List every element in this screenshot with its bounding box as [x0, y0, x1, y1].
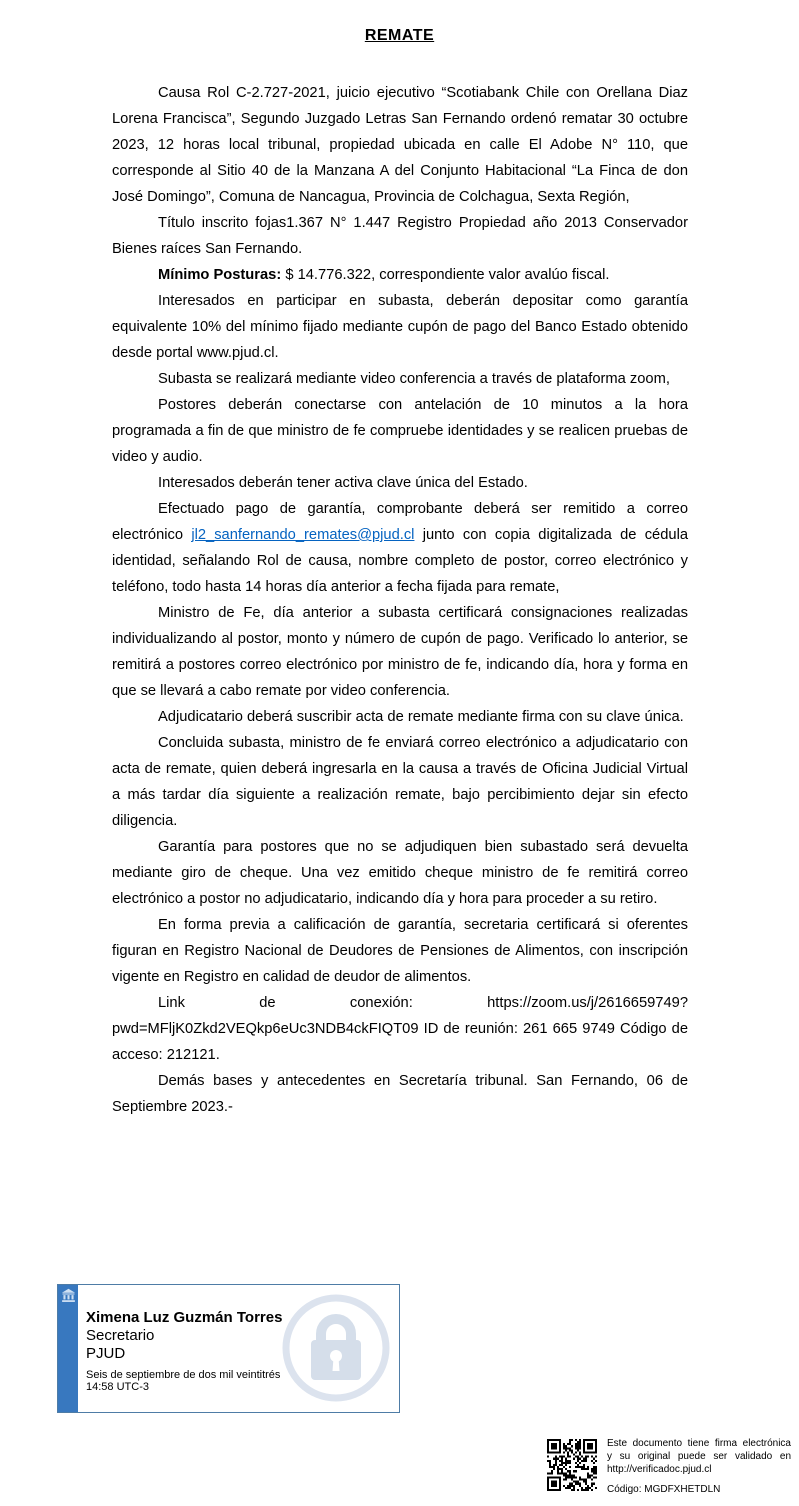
pago-garantia-text-cont: junto con copia digitalizada de cédula identidad, señalando Rol de causa, nombre completo de postor, correo electrónico y teléfono, todo hasta 14 horas día anterior a fecha fijada para remate, — [112, 527, 688, 595]
paragraph-titulo: Título inscrito fojas1.367 N° 1.447 Registro Propiedad año 2013 Conservador Bienes raíces San Fernando. — [112, 215, 688, 257]
validation-url: http://verificadoc.pjud.cl — [607, 1464, 712, 1475]
paragraph-ministro-fe: Ministro de Fe, día anterior a subasta certificará consignaciones realizadas individualizando al postor, monto y número de cupón de pago. Verificado lo anterior, se remitirá a postores correo electrónico por ministro de fe, indicando día, hora y forma en que se llevará a cabo remate por video conferencia. — [112, 605, 688, 699]
paragraph-cierre: Demás bases y antecedentes en Secretaría tribunal. San Fernando, 06 de Septiembre 2023.- — [112, 1073, 688, 1115]
paragraph-subasta-zoom: Subasta se realizará mediante video conferencia a través de plataforma zoom, — [158, 371, 670, 387]
signature-date: Seis de septiembre de dos mil veintitrés — [86, 1369, 281, 1381]
qr-code-icon — [547, 1439, 597, 1491]
zoom-url-part2: pwd=MFljK0Zkd2VEQkp6eUc3NDB4ckFIQT09 ID de reunión: 261 665 9749 Código de acceso: 212121. — [112, 1021, 688, 1063]
paragraph-deudores: En forma previa a calificación de garantía, secretaria certificará si oferentes figuran en Registro Nacional de Deudores de Pensiones de Alimentos, con inscripción vigente en Registro en calidad de deudor de alimentos. — [112, 917, 688, 985]
signature-card — [57, 1284, 400, 1413]
signatory-organization: PJUD — [86, 1345, 126, 1362]
signatory-role: Secretario — [86, 1327, 155, 1344]
paragraph-causa: Causa Rol C-2.727-2021, juicio ejecutivo “Scotiabank Chile con Orellana Diaz Lorena Francisca”, Segundo Juzgado Letras San Fernando ordenó rematar 30 octubre 2023, 12 horas local tribunal, propiedad ubicada en calle El Adobe N° 110, que corresponde al Sitio 40 de la Manzana A del Conjunto Habitacional “La Finca de don José Domingo”, Comuna de Nancagua, Provincia de Colchagua, Sexta Región, — [112, 85, 688, 205]
paragraph-minimo-posturas — [112, 262, 688, 288]
courthouse-icon — [58, 1288, 78, 1303]
document-body — [112, 80, 688, 1120]
paragraph-concluida: Concluida subasta, ministro de fe enviará correo electrónico a adjudicatario con acta de remate, quien deberá ingresarla en la causa a través de Oficina Judicial Virtual a más tardar día siguiente a realización remate, bajo percibimiento dejar sin efecto diligencia. — [112, 735, 688, 829]
signature-strip — [58, 1285, 78, 1412]
paragraph-garantia: Interesados en participar en subasta, deberán depositar como garantía equivalente 10% del mínimo fijado mediante cupón de pago del Banco Estado obtenido desde portal www.pjud.cl. — [112, 293, 688, 361]
email-link[interactable]: jl2_sanfernando_remates@pjud.cl — [191, 527, 415, 543]
paragraph-pago-garantia — [112, 496, 688, 600]
signature-time: 14:58 UTC-3 — [86, 1381, 149, 1393]
paragraph-clave-unica: Interesados deberán tener activa clave única del Estado. — [158, 475, 528, 491]
paragraph-devolucion: Garantía para postores que no se adjudiquen bien subastado será devuelta mediante giro de cheque. Una vez emitido cheque ministro de fe remitirá correo electrónico a postor no adjudicatario, indicando día y hora para proceder a su retiro. — [112, 839, 688, 907]
paragraph-postores: Postores deberán conectarse con antelación de 10 minutos a la hora programada a fin de que ministro de fe compruebe identidades y se realicen pruebas de video y audio. — [112, 397, 688, 465]
validation-code: Código: MGDFXHETDLN — [607, 1484, 721, 1495]
minimo-posturas-value: $ 14.776.322, correspondiente valor avalúo fiscal. — [281, 267, 610, 283]
validation-line-1: Este documento tiene firma electrónica — [607, 1438, 791, 1449]
validation-line-2: y su original puede ser validado en — [607, 1451, 791, 1462]
page — [0, 27, 799, 1506]
signatory-name: Ximena Luz Guzmán Torres — [86, 1309, 283, 1326]
paragraph-adjudicatario: Adjudicatario deberá suscribir acta de remate mediante firma con su clave única. — [158, 709, 684, 725]
paragraph-link-conexion — [112, 990, 688, 1068]
pago-garantia-text: Efectuado pago de garantía, comprobante deberá ser remitido a correo electrónico — [112, 501, 688, 543]
lock-icon — [280, 1292, 392, 1404]
zoom-url-part1: Link de conexión: https://zoom.us/j/2616659749? — [158, 995, 688, 1011]
validation-note — [607, 1437, 791, 1496]
page-title: REMATE — [364, 27, 435, 44]
minimo-posturas-label: Mínimo Posturas: — [158, 267, 282, 283]
signature-details — [86, 1309, 289, 1393]
